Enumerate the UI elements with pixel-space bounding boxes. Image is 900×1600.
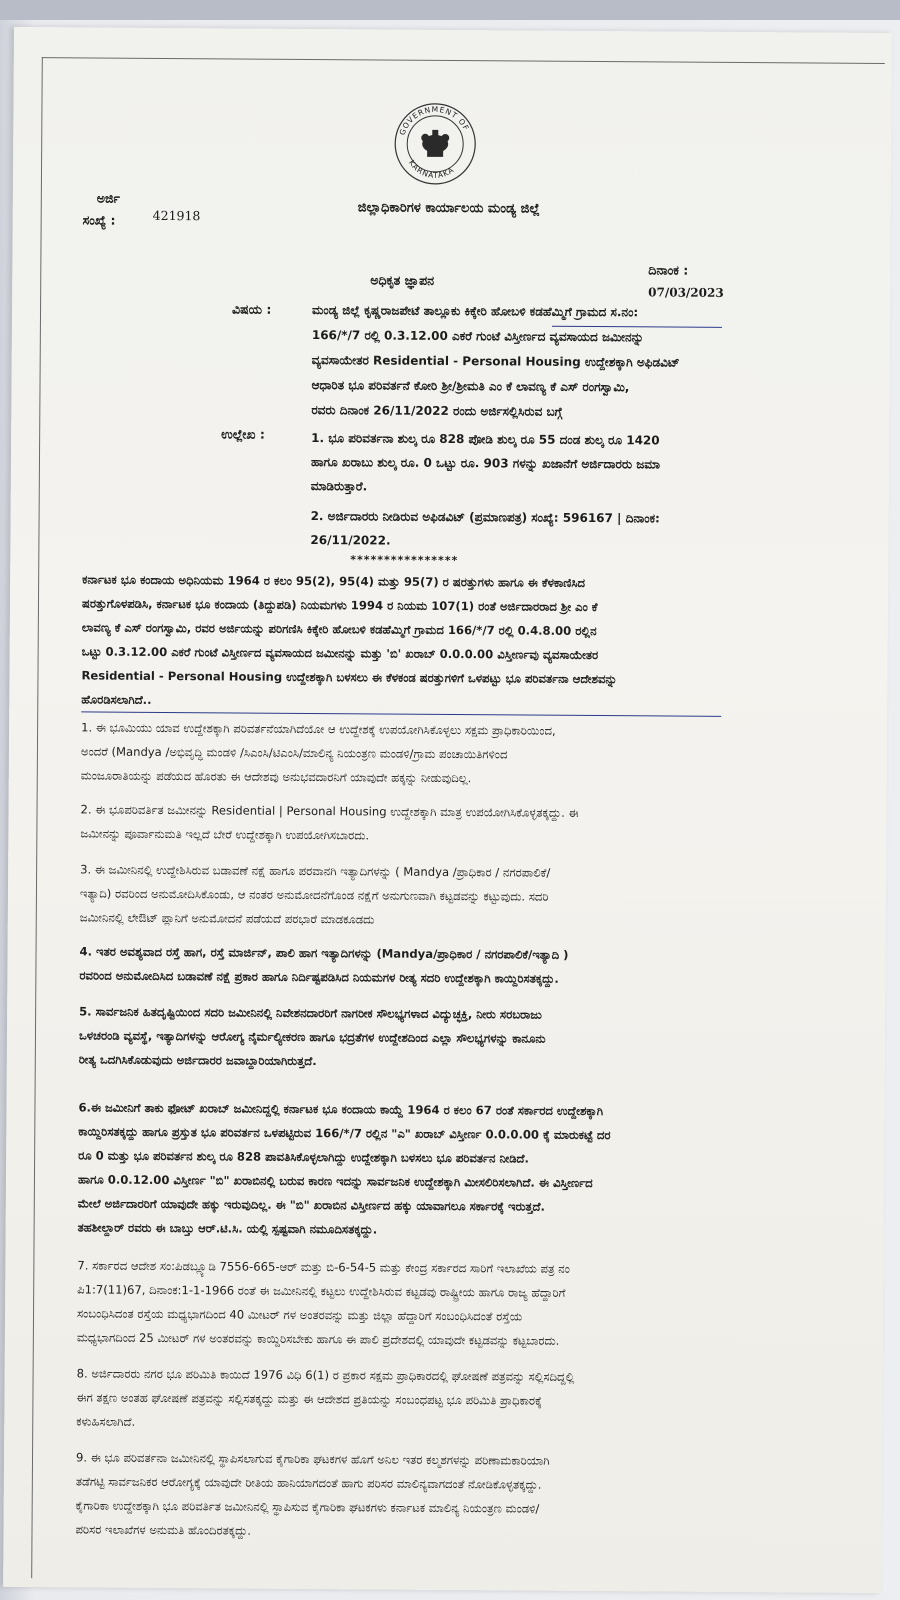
date-value: 07/03/2023 xyxy=(648,285,724,300)
condition-line: 4. ಇತರ ಅವಶ್ಯವಾದ ರಸ್ತೆ ಹಾಗ, ರಸ್ತೆ ಮಾರ್ಜಿನ್, ಪಾಲಿ ಹಾಗ ಇತ್ಯಾದಿಗಳನ್ನು (Mandya/ಪ್ರಾಧಿಕಾರ / ನಗರಪಾಲಿಕೆ/ಇತ್ಯಾದಿ ) xyxy=(79,944,569,962)
intro-line: ಕರ್ನಾಟಕ ಭೂ ಕಂದಾಯ ಅಧಿನಿಯಮ 1964 ರ ಕಲಂ 95(2), 95(4) ಮತ್ತು 95(7) ರ ಷರತ್ತುಗಳು ಹಾಗೂ ಈ ಕೆಳಕಾಣಿಸಿದ xyxy=(82,572,586,590)
condition-line: ಒಳಚರಂಡಿ ವ್ಯವಸ್ಥೆ, ಇತ್ಯಾದಿಗಳನ್ನು ಆರೋಗ್ಯ ನೈರ್ಮಲ್ಯೀಕರಣ ಹಾಗೂ ಭದ್ರತೆಗಳ ಉದ್ದೇಶದಿಂದ ಎಲ್ಲಾ ಸೌಲಭ್ಯಗಳನ್ನು ಕಾನೂನು xyxy=(78,1028,546,1046)
intro-line: Residential - Personal Housing ಉದ್ದೇಶಕ್ಕಾಗಿ ಬಳಸಲು ಈ ಕೆಳಕಂಡ ಷರತ್ತುಗಳಿಗೆ ಒಳಪಟ್ಟು ಭೂ ಪರಿವರ್ತನಾ ಆದೇಶವನ್ನು xyxy=(81,668,618,687)
subject-line: ರವರು ದಿನಾಂಕ 26/11/2022 ರಂದು ಅರ್ಜಿಸಲ್ಲಿಸಿರುವ ಬಗ್ಗೆ xyxy=(311,403,563,419)
emblem-bottom-text: KARNATAKA xyxy=(407,158,456,180)
condition-line: ಪಿ1:7(11)67, ದಿನಾಂಕ:1-1-1966 ರಂತೆ ಈ ಜಮೀನಿನಲ್ಲಿ ಕಟ್ಟಲು ಉದ್ದೇಶಿಸಿರುವ ಕಟ್ಟಡವು ರಾಷ್ಟ್ರೀಯ ಹಾಗೂ ರಾಜ್ಯ ಹೆದ್ದಾರಿಗೆ xyxy=(77,1282,566,1300)
condition-line: 1. ಈ ಭೂಮಿಯು ಯಾವ ಉದ್ದೇಶಕ್ಕಾಗಿ ಪರಿವರ್ತನೆಯಾಗಿದೆಯೋ ಆ ಉದ್ದೇಶಕ್ಕೆ ಉಪಯೋಗಿಸಿಕೊಳ್ಳಲು ಸಕ್ಷಮ ಪ್ರಾಧಿಕಾರಿಯಿಂದ, xyxy=(81,720,556,738)
reference-line: 1. ಭೂ ಪರಿವರ್ತನಾ ಶುಲ್ಕ ರೂ 828 ಪೋಡಿ ಶುಲ್ಕ ರೂ 55 ದಂಡ ಶುಲ್ಕ ರೂ 1420 xyxy=(311,431,660,448)
condition-line: 8. ಅರ್ಜಿದಾರರು ನಗರ ಭೂ ಪರಿಮಿತಿ ಕಾಯಿದೆ 1976 ವಿಧಿ 6(1) ರ ಪ್ರಕಾರ ಸಕ್ಷಮ ಪ್ರಾಧಿಕಾರದಲ್ಲಿ ಘೋಷಣೆ ಪತ್ರವನ್ನು ಸಲ್ಲಿಸದಿದ್ದಲ್ಲಿ xyxy=(76,1366,575,1384)
subject-label: ವಿಷಯ : xyxy=(231,301,272,317)
karnataka-emblem-icon xyxy=(391,100,480,189)
condition-line: ಮೇಲೆ ಅರ್ಜಿದಾರರಿಗೆ ಯಾವುದೇ ಹಕ್ಕು ಇರುವುದಿಲ್ಲ. ಈ "ಬಿ" ಖರಾಬಿನ ವಿಸ್ತೀರ್ಣದ ಹಕ್ಕು ಯಾವಾಗಲೂ ಸರ್ಕಾರಕ್ಕೆ ಇರುತ್ತದೆ. xyxy=(77,1196,545,1214)
subject-line: ಆಧಾರಿತ ಭೂ ಪರಿವರ್ತನೆ ಕೋರಿ ಶ್ರೀ/ಶ್ರೀಮತಿ ಎಂ ಕೆ ಲಾವಣ್ಯ ಕೆ ಎಸ್ ರಂಗಸ್ವಾಮಿ, xyxy=(311,378,630,395)
notice-title: ಅಧಿಕೃತ ಜ್ಞಾಪನ xyxy=(370,272,435,288)
condition-line: ಹಾಗೂ 0.0.12.00 ವಿಸ್ತೀರ್ಣ "ಬಿ" ಖರಾಬಿನಲ್ಲಿ ಬರುವ ಕಾರಣ ಇದನ್ನು ಸಾರ್ವಜನಿಕ ಉದ್ದೇಶಕ್ಕಾಗಿ ಮೀಸಲಿರಿಸಲಾಗಿದೆ. ಈ ವಿಸ್ತೀರ್ಣದ xyxy=(77,1172,593,1191)
reference-line: 26/11/2022. xyxy=(310,533,391,548)
condition-line: ಜಮೀನಿನಲ್ಲಿ ಲೇಔಟ್ ಪ್ಲಾನಿಗೆ ಅನುಮೋದನೆ ಪಡೆಯದೆ ಪರಭಾರೆ ಮಾಡಕೂಡದು xyxy=(79,910,375,927)
intro-line: ಒಟ್ಟು 0.3.12.00 ಎಕರೆ ಗುಂಟೆ ವಿಸ್ತೀರ್ಣದ ವ್ಯವಸಾಯದ ಜಮೀನನ್ನು ಮತ್ತು 'ಬಿ' ಖರಾಬ್ 0.0.0.00 ವಿಸ್ತೀರ್ಣವು ವ್ಯವಸಾಯೇತರ xyxy=(81,644,599,663)
intro-line: ಹೊರಡಿಸಲಾಗಿದೆ.. xyxy=(81,692,152,707)
svg-text:KARNATAKA xyxy=(407,158,456,180)
condition-line: ಮಂಜೂರಾತಿಯನ್ನು ಪಡೆಯದ ಹೊರತು ಈ ಆದೇಶವು ಅನುಭವದಾರನಿಗೆ ಯಾವುದೇ ಹಕ್ಕನ್ನು ನೀಡುವುದಿಲ್ಲ. xyxy=(80,768,472,786)
separator-stars: **************** xyxy=(350,553,459,568)
emblem-top-text: GOVERNMENT OF xyxy=(397,104,472,137)
condition-line: ಕೈಗಾರಿಕಾ ಉದ್ದೇಶಕ್ಕಾಗಿ ಭೂ ಪರಿವರ್ತಿತ ಜಮೀನಿನಲ್ಲಿ ಸ್ಥಾಪಿಸುವ ಕೈಗಾರಿಕಾ ಘಟಕಗಳು ಕರ್ನಾಟಕ ಮಾಲಿನ್ಯ ನಿಯಂತ್ರಣ ಮಂಡಳಿ/ xyxy=(75,1498,540,1516)
application-label: ಅರ್ಜಿ xyxy=(96,190,120,206)
condition-line: 3. ಈ ಜಮೀನಿನಲ್ಲಿ ಉದ್ದೇಶಿಸಿರುವ ಬಡಾವಣೆ ನಕ್ಷೆ ಹಾಗೂ ಪರವಾನಗಿ ಇತ್ಯಾದಿಗಳನ್ನು ( Mandya /ಪ್ರಾಧಿಕಾರ / ನಗರಪಾಲಿಕೆ/ xyxy=(80,862,551,880)
condition-line: ಮಧ್ಯಭಾಗದಿಂದ 25 ಮೀಟರ್ ಗಳ ಅಂತರವನ್ನು ಕಾಯ್ದಿರಿಸಬೇಕು ಹಾಗೂ ಈ ಪಾಲಿ ಪ್ರದೇಶದಲ್ಲಿ ಯಾವುದೇ ಕಟ್ಟಡವನ್ನು ಕಟ್ಟಬಾರದು. xyxy=(76,1330,560,1348)
reference-label: ಉಲ್ಲೇಖ : xyxy=(221,426,265,442)
condition-line: ತಡೆಗಟ್ಟಿ ಸಾರ್ವಜನಿಕರ ಆರೋಗ್ಯಕ್ಕೆ ಯಾವುದೇ ರೀತಿಯ ಹಾನಿಯಾಗದಂತೆ ಹಾಗು ಪರಿಸರ ಮಾಲಿನ್ಯವಾಗದಂತೆ ನೋಡಿಕೊಳ್ಳತಕ್ಕದ್ದು. xyxy=(75,1474,542,1492)
subject-line: ಮಂಡ್ಯ ಜಿಲ್ಲೆ ಕೃಷ್ಣರಾಜಪೇಟೆ ತಾಲ್ಲೂಕು ಕಿಕ್ಕೇರಿ ಹೋಬಳಿ ಕಡಹೆಮ್ಮಿಗೆ ಗ್ರಾಮದ ಸ.ನಂ: xyxy=(311,303,639,320)
date-label: ದಿನಾಂಕ : xyxy=(648,262,689,278)
condition-line: ಕಳುಹಿಸಲಾಗಿದೆ. xyxy=(76,1414,136,1429)
reference-line: ಮಾಡಿರುತ್ತಾರೆ. xyxy=(310,479,368,494)
document-page xyxy=(3,27,892,1593)
condition-line: ರವರಿಂದ ಅನುಮೋದಿಸಿದ ಬಡಾವಣೆ ನಕ್ಷೆ ಪ್ರಕಾರ ಹಾಗೂ ನಿರ್ದಿಷ್ಟಪಡಿಸಿದ ನಿಯಮಗಳ ರೀತ್ಯ ಸದರಿ ಉದ್ದೇಶಕ್ಕಾಗಿ ಕಾಯ್ದಿರಿಸತಕ್ಕದ್ದು. xyxy=(79,968,559,986)
condition-line: ರೀತ್ಯ ಒದಗಿಸಿಕೊಡುವುದು ಅರ್ಜಿದಾರರ ಜವಾಬ್ದಾರಿಯಾಗಿರುತ್ತದೆ. xyxy=(78,1052,317,1069)
condition-line: ಪರಿಸರ ಇಲಾಖೆಗಳ ಅನುಮತಿ ಹೊಂದಿರತಕ್ಕದ್ದು. xyxy=(75,1522,252,1538)
application-number-label: ಸಂಖ್ಯೆ : xyxy=(82,212,116,228)
condition-line: ಕಾಯ್ದಿರಿಸತಕ್ಕದ್ದು ಹಾಗೂ ಪ್ರಸ್ತುತ ಭೂ ಪರಿವರ್ತನ ಒಳಪಟ್ಟಿರುವ 166/*/7 ರಲ್ಲಿನ "ಎ" ಖರಾಬ್ ವಿಸ್ತೀರ್ಣ 0.0.0.00 ಕ್ಕೆ ಮಾರುಕಟ್ಟೆ ದರ xyxy=(78,1124,611,1143)
condition-line: ಜಮೀನನ್ನು ಪೂರ್ವಾನುಮತಿ ಇಲ್ಲದೆ ಬೇರೆ ಉದ್ದೇಶಕ್ಕಾಗಿ ಉಪಯೋಗಿಸಬಾರದು. xyxy=(80,826,370,843)
intro-line: ಲಾವಣ್ಯ ಕೆ ಎಸ್ ರಂಗಸ್ವಾಮಿ, ರವರ ಅರ್ಜಿಯನ್ನು ಪರಿಗಣಿಸಿ ಕಿಕ್ಕೇರಿ ಹೋಬಳಿ ಕಡಹೆಮ್ಮಿಗೆ ಗ್ರಾಮದ 166/*/7 ರಲ್ಲಿ 0.4.8.00 ರಲ್ಲಿನ xyxy=(81,620,597,639)
condition-line: ಅಂದರೆ (Mandya /ಅಭಿವೃದ್ಧಿ ಮಂಡಳಿ /ಸಿಎಂಸಿ/ಟಿಎಂಸಿ/ಮಾಲಿನ್ಯ ನಿಯಂತ್ರಣ ಮಂಡಳಿ/ಗ್ರಾಮ ಪಂಚಾಯಿತಿಗಳಿಂದ xyxy=(80,744,508,762)
office-title: ಜಿಲ್ಲಾಧಿಕಾರಿಗಳ ಕಾರ್ಯಾಲಯ ಮಂಡ್ಯ ಜಿಲ್ಲೆ xyxy=(357,200,540,217)
condition-line: ರೂ 0 ಮತ್ತು ಭೂ ಪರಿವರ್ತನ ಶುಲ್ಕ ರೂ 828 ಪಾವತಿಸಿಕೊಳ್ಳಲಾಗಿದ್ದು ಉದ್ದೇಶಕ್ಕಾಗಿ ಬಳಸಲು ಭೂ ಪರಿವರ್ತನ ನೀಡಿದೆ. xyxy=(78,1148,529,1166)
condition-line: ತಹಶೀಲ್ದಾರ್ ರವರು ಈ ಬಾಬ್ತು ಆರ್.ಟಿ.ಸಿ. ಯಲ್ಲಿ ಸ್ಪಷ್ಟವಾಗಿ ನಮೂದಿಸತಕ್ಕದ್ದು. xyxy=(77,1220,378,1237)
subject-line: ವ್ಯವಸಾಯೇತರ Residential - Personal Housing ಉದ್ದೇಶಕ್ಕಾಗಿ ಅಫಿಡವಿಟ್ xyxy=(311,353,680,370)
condition-line: 5. ಸಾರ್ವಜನಿಕ ಹಿತದೃಷ್ಟಿಯಿಂದ ಸದರಿ ಜಮೀನಿನಲ್ಲಿ ನಿವೇಶನದಾರರಿಗೆ ನಾಗರೀಕ ಸೌಲಭ್ಯಗಳಾದ ವಿದ್ಯುಚ್ಛಕ್ತಿ, ನೀರು ಸರಬರಾಜು xyxy=(79,1004,542,1022)
reference-line: 2. ಅರ್ಜಿದಾರರು ನೀಡಿರುವ ಅಫಿಡವಿಟ್ (ಪ್ರಮಾಣಪತ್ರ) ಸಂಖ್ಯೆ: 596167 | ದಿನಾಂಕ: xyxy=(310,509,660,526)
condition-line: 2. ಈ ಭೂಪರಿವರ್ತಿತ ಜಮೀನನ್ನು Residential | Personal Housing ಉದ್ದೇಶಕ್ಕಾಗಿ ಮಾತ್ರ ಉಪಯೋಗಿಸಿಕೊಳ್ಳತಕ್ಕದ್ದು. ಈ xyxy=(80,802,579,820)
condition-line: ಈಗ ತಕ್ಷಣ ಅಂತಹ ಘೋಷಣೆ ಪತ್ರವನ್ನು ಸಲ್ಲಿಸತಕ್ಕದ್ದು ಮತ್ತು ಈ ಆದೇಶದ ಪ್ರತಿಯನ್ನು ಸಂಬಂಧಪಟ್ಟ ಭೂ ಪರಿಮಿತಿ ಪ್ರಾಧಿಕಾರಕ್ಕೆ xyxy=(76,1390,542,1408)
intro-line: ಷರತ್ತುಗೊಳಪಡಿಸಿ, ಕರ್ನಾಟಕ ಭೂ ಕಂದಾಯ (ತಿದ್ದುಪಡಿ) ನಿಯಮಗಳು 1994 ರ ನಿಯಮ 107(1) ರಂತೆ ಅರ್ಜಿದಾರರಾದ ಶ್ರೀ ಎಂ ಕೆ xyxy=(81,596,598,615)
reference-line: ಹಾಗೂ ಖರಾಬು ಶುಲ್ಕ ರೂ. 0 ಒಟ್ಟು ರೂ. 903 ಗಳನ್ನು ಖಜಾನೆಗೆ ಅರ್ಜಿದಾರರು ಜಮಾ xyxy=(310,455,661,472)
condition-line: 7. ಸರ್ಕಾರದ ಆದೇಶ ಸಂ:ಪಿಡಬ್ಲ್ಯೂಡಿ 7556-665-ಆರ್ ಮತ್ತು ಬಿ-6-54-5 ಮತ್ತು ಕೇಂದ್ರ ಸರ್ಕಾರದ ಸಾರಿಗೆ ಇಲಾಖೆಯ ಪತ್ರ ನಂ xyxy=(77,1258,570,1276)
condition-line: ಸಂಬಂಧಿಸಿದಂತ ರಸ್ತೆಯ ಮಧ್ಯಭಾಗದಿಂದ 40 ಮೀಟರ್ ಗಳ ಅಂತರವನ್ನು ಮತ್ತು ಜಿಲ್ಲಾ ಹೆದ್ದಾರಿಗೆ ಸಂಬಂಧಿಸಿದಂತೆ ರಸ್ತೆಯ xyxy=(76,1306,523,1324)
application-number: 421918 xyxy=(152,207,201,224)
condition-line: ಇತ್ಯಾದಿ) ರವರಿಂದ ಅನುಮೋದಿಸಿಕೊಂಡು, ಆ ನಂತರ ಅನುಮೋದನೆಗೊಂಡ ನಕ್ಷೆಗೆ ಅನುಗುಣವಾಗಿ ಕಟ್ಟಡವನ್ನು ಕಟ್ಟುವುದು. ಸದರಿ xyxy=(79,886,549,904)
condition-line: 9. ಈ ಭೂ ಪರಿವರ್ತನಾ ಜಮೀನಿನಲ್ಲಿ ಸ್ಥಾಪಿಸಲಾಗುವ ಕೈಗಾರಿಕಾ ಘಟಕಗಳ ಹೊಗೆ ಅನಿಲ ಇತರ ಕಲ್ಮಶಗಳನ್ನು ಪರಿಣಾಮಕಾರಿಯಾಗಿ xyxy=(75,1450,550,1468)
subject-line: 166/*/7 ರಲ್ಲಿ 0.3.12.00 ಎಕರೆ ಗುಂಟೆ ವಿಸ್ತೀರ್ಣದ ವ್ಯವಸಾಯದ ಜಮೀನನ್ನು xyxy=(311,328,644,345)
condition-line: 6.ಈ ಜಮೀನಿಗೆ ತಾಕು ಫೋಟ್ ಖರಾಬ್ ಜಮೀನಿದ್ದಲ್ಲಿ ಕರ್ನಾಟಕ ಭೂ ಕಂದಾಯ ಕಾಯ್ದೆ 1964 ರ ಕಲಂ 67 ರಂತೆ ಸರ್ಕಾರದ ಉದ್ದೇಶಕ್ಕಾಗಿ xyxy=(78,1100,604,1119)
